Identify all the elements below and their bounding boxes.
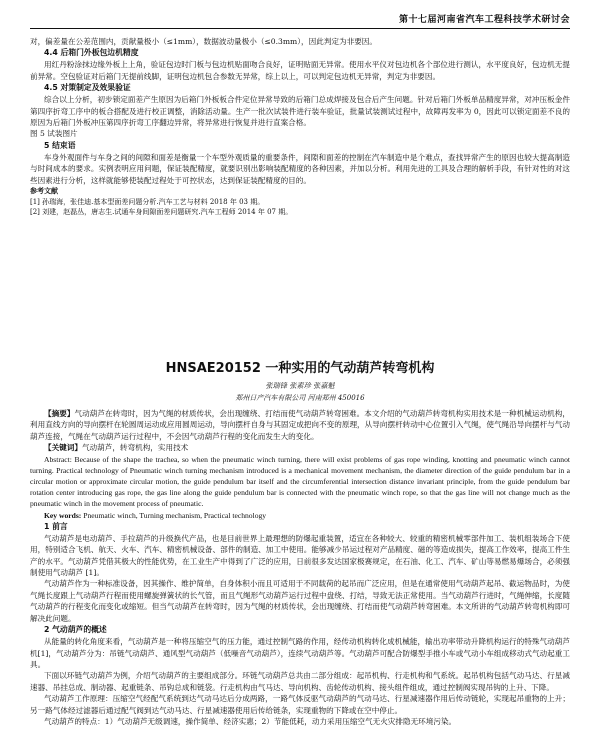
paragraph: 车身外观面件与车身之间的间隙和面差是衡量一个车型外观质量的重要条件，间隙和面差的控制在汽车制造中是个难点，查找异常产生的原因也较大提高制造与时间成本的要求。实例表明应用问题，保证装配精度，就要识别出影响装配精度的各种因素，并加以分析。利用先进的工具及合理的解析手段，有针对性的对这些因素进行分析，这样就能够使装配过程处于可控状态，达到保证装配精度的目的。 (30, 152, 570, 185)
section-heading: 1 前言 (44, 521, 68, 531)
reference-item: [2] 刘建，赵磊丛，唐志生.试通车身间隙面差问题研究.汽车工程师 2014 年 07 期。 (30, 208, 293, 217)
section-heading: 2 气动葫芦的概述 (44, 625, 107, 635)
paragraph: 气动葫芦作为一种标准设备，因其操作、维护简单，自身体积小而且可适用于不同载荷的起吊而广泛应用，但是在通常使用气动葫芦起吊、截运物品时，为使气绳长度跟上气动葫芦行程而使用螺旋弹簧状的长气管，而且气绳形气动葫芦运行过程中盘绕、打结，导致无法正常使用。当气动葫芦行进时，气绳伸缩，长度随气动葫芦的行程变化而变化或缩短。但当气动葫芦在转弯时，因为气绳的材质传状，会出现缠绕、打结而使气动葫芦转弯困难。本文所讲的气动葫芦转弯机构即可解决此问题。 (30, 579, 570, 623)
figure-caption: 图 5 试装图片 (30, 129, 78, 139)
abstract (30, 408, 570, 442)
paragraph: 综合以上分析，初步锁定面差产生原因为后箱门外板板合件定位异常导致的后箱门总成焊接及包合后产生问题。针对后箱门外板单品精度异常，对冲压板金件第四序折弯工序中的板合搭配及进行校正调整，消除活动量。生产一批次试装件进行装车验证，批量试装测试过程中，故障再发率为 0，因此可以锁定面差不良的原因为后箱门外板冲压第四序折弯工序翻边异常，将异常进行恢复并进行直案合格。 (30, 95, 570, 128)
paragraph: 气动葫芦工作原理：压缩空气经配气系统到达气动马达后分成两路，一路气体反驱气动葫芦的气动马达、行星减速器作用后传动链轮，实现起吊重物的上升；另一路气体经过滤器后通过配气阀到达气动马达、行星减速器使用后传给链条，实现重物的下降或在空中停止。 (30, 694, 570, 715)
paragraph: 下面以环链气动葫芦为例，介绍气动葫芦的主要组成部分。环链气动葫芦总共由二部分组成：起吊机构、行走机构和气系统。起吊机构包括气动马达、行星减速器、吊挂总成、制动器、起重链条、吊钩总成和链袋。行走机构由气马达、导向机构、齿轮传动机构、接头组件组成，通过控制阀实现吊钩的上升、下降。 (30, 671, 570, 692)
references (30, 186, 570, 218)
paper-title: HNSAE20152 一种实用的气动葫芦转弯机构 (165, 361, 435, 376)
abstract-text: 气动葫芦在转弯时，因为气绳的材质传状，会出现缠绕、打结而使气动葫芦转弯困难。本文介绍的气动葫芦转弯机构实用技术是一种机械运动机构，利用直线方向的导向摆杆在轮圆周运动成应用圆周运动，导向摆杆自身与其固定成把向不变的原理，从导向摆杆转动中心位置引入气绳，使气绳沿导向摆杆与气动葫芦连接，气绳在气动葫芦运行过程中，不会因气动葫芦行程的变化而发生大的变化。 (30, 409, 570, 441)
paragraph: 用红丹粉涂抹边缘外板上上角，验证包边时门板与包边机贴面吻合良好，证明贴面无异常。使用水平仪对包边机各个部位进行测认，水平度良好，包边机无提前异常。空包验证对后箱门无提前线脚，证明包边机包合参数无异常，综上以上，可以判定包边机无异常，判定为非要因。 (30, 60, 570, 81)
section-heading: 5 结束语 (44, 140, 76, 150)
paper-authors: 张瑞锋 张素珍 张嘉魁 (265, 381, 335, 390)
paragraph: 从能量的转化角度来看，气动葫芦是一种将压缩空气的压力能，通过控制气路的作用，经传动机构转化成机械能，输出功率带动升降机构运行的特殊气动葫芦机[1]，气动葫芦分为：吊链气动葫芦、通风型气动葫芦（低噪音气动葫芦），连续气动葫芦等。气动葫芦可配合防爆型手推小车或气动小车组成移动式气动起重工具。 (30, 637, 570, 669)
abstract-en: Abstract: Because of the shape the trachea, so when the pneumatic winch turning, there will exist problems of gas rope winding, knotting and pneumatic winch cannot turning. Practical technology of Pneumatic winch turning mechanism introduced is a mechanical movement mechanism, the diameter direction of the guide pendulum bar in a circular motion or approximate circular motion, the guide pendulum bar itself and the circumferential intersection distance invariant principle, from the guide pendulum bar rotation center introducing gas rope, the gas line along the guide pendulum bar is connected with the pneumatic winch rope, so that the gas line will not change much as the pneumatic winch in the movement process of pneumatic. (30, 454, 570, 509)
paper-body (30, 408, 570, 727)
paper-affiliation: 郑州日产汽车有限公司 河南郑州 450016 (235, 394, 365, 402)
references-title: 参考文献 (30, 186, 58, 196)
keywords-en (30, 510, 570, 521)
paragraph: 气动葫芦是电动葫芦、手拉葫芦的升级换代产品，也是目前世界上最理想的防爆起重装置，适宜在各种较大、较重的精密机械零部件加工、装机组装场合下使用，特别适合飞机、航天、火车、汽车、精密机械设备、部件的制造、加工中使用。能够减少吊运过程对产品精度、磁的等造成损失，提高工作效率，提高工件生产的水平。气动葫芦凭借其极大的性能优势，在工业生产中得到了广泛的应用，日前很多发达国家极赛规定，在石油、化工、汽车、矿山等易燃易爆场合，必须强制使用气动葫芦 [1]。 (30, 533, 570, 578)
conference-header: 第十七届河南省汽车工程科技学术研讨会 (30, 12, 570, 29)
section-heading: 4.5 对策制定及效果验证 (44, 83, 131, 93)
reference-item: [1] 孙瑞海，张佳迪.基本型面差问题分析.汽车工艺与材料 2018 年 03 期。 (30, 197, 265, 206)
paragraph: 气动葫芦的特点：1）气动葫芦无级调速，操作简单、经济实惠；2）节能低耗，动力采用压缩空气无火灾排隐无环境污染。 (44, 716, 457, 726)
keywords-en-label: Key words: (44, 510, 82, 520)
keywords-en-text: Pneumatic winch, Turning mechanism, Practical technology (83, 510, 267, 520)
abstract-label: 【摘要】 (44, 409, 75, 418)
section-heading: 4.4 后箱门外板包边机精度 (44, 48, 139, 58)
keywords (30, 442, 570, 453)
previous-article-tail (30, 36, 570, 218)
keywords-text: 气动葫芦，转弯机构，实用技术 (81, 443, 189, 453)
keywords-label: 【关键词】 (44, 443, 82, 453)
paragraph: 对，偏差量在公差范围内，贡献量极小（≤1mm），数据波动量极小（≤0.3mm），因此判定为非要因。 (30, 37, 377, 46)
